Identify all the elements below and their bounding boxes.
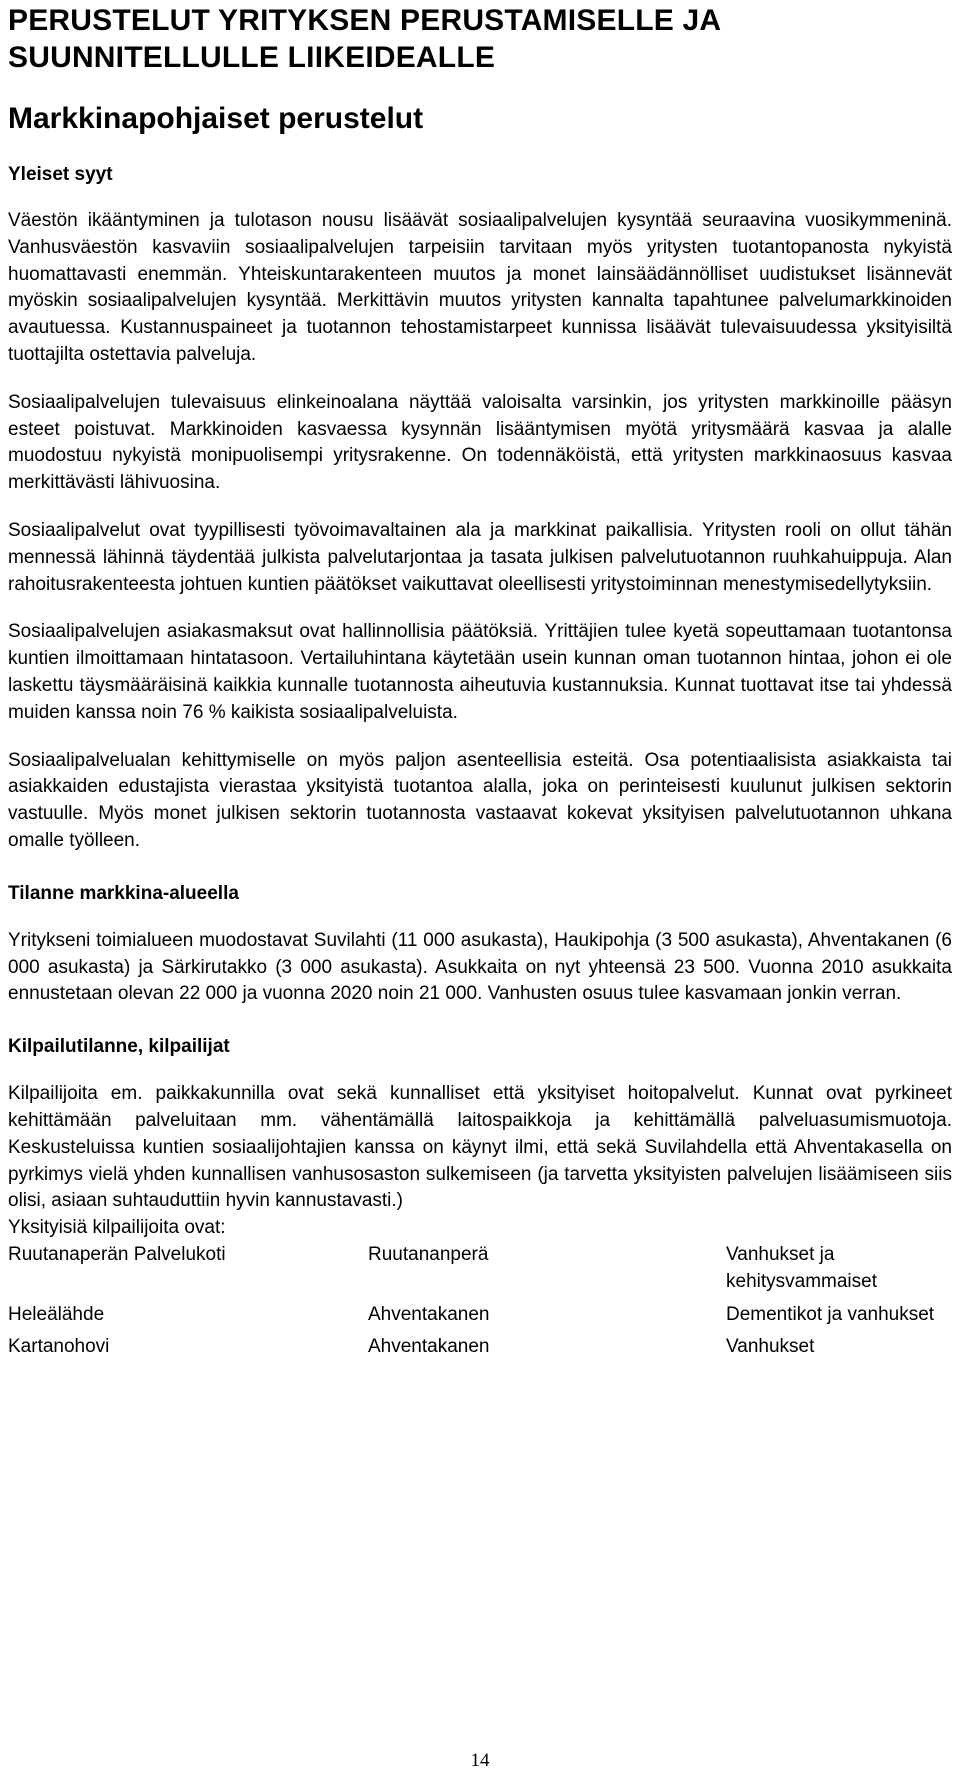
table-row: [8, 1302, 952, 1329]
table-row: [8, 1242, 952, 1296]
paragraph: Sosiaalipalvelujen asiakasmaksut ovat hallinnollisia päätöksiä. Yrittäjien tulee kyetä sopeuttamaan tuotantonsa kuntien ilmoittamaan hintatasoon. Vertailuhintana käytetään usein kunnan oman tuotannon hintaa, johon ei ole laskettu täysmääräisinä kaikkia kunnalle tuotannosta aiheutuvia kustannuksia. Kunnat tuottavat itse tai yhdessä muiden kanssa noin 76 % kaikista sosiaalipalveluista.: [8, 621, 952, 723]
page-number: 14: [470, 1750, 490, 1771]
competitors-intro: Yksityisiä kilpailijoita ovat:: [8, 1217, 226, 1239]
competitor-name: Ruutanaperän Palvelukoti: [8, 1243, 226, 1265]
competitor-location: Ruutananperä: [368, 1243, 489, 1265]
paragraph: Kilpailijoita em. paikkakunnilla ovat sekä kunnalliset että yksityiset hoitopalvelut. Kunnat ovat pyrkineet kehittämään palveluitaan mm. vähentämällä laitospaikkoja ja kehittämällä palveluasumismuotoja. Keskusteluissa kuntien sosiaalijohtajien kanssa on käynyt ilmi, että sekä Suvilahdella että Ahventakasella on pyrkimys vielä yhden kunnallisen vanhusosaston sulkemiseen (ja tarvetta yksityisten palvelujen lisäämiseen siis olisi, asiaan suhtauduttiin hyvin kannustavasti.): [8, 1083, 952, 1212]
document-title: PERUSTELUT YRITYKSEN PERUSTAMISELLE JA SUUNNITELLULLE LIIKEIDEALLE: [8, 4, 721, 74]
document-page: [8, 0, 952, 1361]
paragraph: Sosiaalipalvelujen tulevaisuus elinkeinoalana näyttää valoisalta varsinkin, jos yritysten markkinoille pääsyn esteet poistuvat. Markkinoiden kasvaessa kysynnän lisääntymisen myötä yritysmäärä kasvaa ja alalle muodostuu nykyistä monipuolisempi yritysrakenne. On todennäköistä, että yritysten markkinaosuus kasvaa merkittävästi lähivuosina.: [8, 391, 952, 494]
subsection-heading-general: Yleiset syyt: [8, 164, 113, 185]
competitor-target: Vanhukset: [726, 1336, 815, 1358]
competitors-table: [8, 1242, 952, 1361]
subsection-heading-competition: Kilpailutilanne, kilpailijat: [8, 1036, 230, 1058]
competitor-target: Dementikot ja vanhukset: [726, 1303, 935, 1325]
paragraph: Väestön ikääntyminen ja tulotason nousu lisäävät sosiaalipalvelujen kysyntää seuraavina vuosikymmeninä. Vanhusväestön kasvaviin sosiaalipalvelujen tarpeisiin tarvitaan myös yritysten tuotantopanosta nykyistä huomattavasti enemmän. Yhteiskuntarakenteen muutos ja monet lainsäädännölliset uudistukset lisännevät myöskin sosiaalipalvelujen kysyntää. Merkittävin muutos yritysten kannalta tapahtunee palvelumarkkinoiden avautuessa. Kustannuspaineet ja tuotannon tehostamistarpeet kunnissa lisäävät tulevaisuudessa yksityisiltä tuottajilta ostettavia palveluja.: [8, 210, 952, 365]
paragraph: Sosiaalipalvelut ovat tyypillisesti työvoimavaltainen ala ja markkinat paikallisia. Yritysten rooli on ollut tähän mennessä lähinnä täydentää julkista palvelutarjontaa ja tasata julkisen palvelutuotannon ruuhkahuippuja. Alan rahoitusrakenteesta johtuen kuntien päätökset vaikuttavat oleellisesti yritystoiminnan menestymisedellytyksiin.: [8, 519, 952, 595]
subsection-heading-market-area: Tilanne markkina-alueella: [8, 882, 239, 904]
competitor-location: Ahventakanen: [368, 1336, 490, 1358]
competitor-location: Ahventakanen: [368, 1303, 490, 1325]
table-row: [8, 1334, 952, 1361]
paragraph: Sosiaalipalvelualan kehittymiselle on myös paljon asenteellisia esteitä. Osa potentiaalisista asiakkaista tai asiakkaiden edustajista vierastaa yksityistä tuotantoa alalla, joka on perinteisesti kuulunut julkisen sektorin vastuulle. Myös monet julkisen sektorin tuotannosta vastaavat kokevat yksityisen palvelutuotannon uhkana omalle työlleen.: [8, 749, 952, 851]
competitor-target: Vanhukset ja kehitysvammaiset: [726, 1243, 877, 1292]
competitor-name: Kartanohovi: [8, 1336, 110, 1358]
section-heading: Markkinapohjaiset perustelut: [8, 102, 424, 135]
competitor-name: Heleälähde: [8, 1303, 105, 1325]
paragraph: Yritykseni toimialueen muodostavat Suvilahti (11 000 asukasta), Haukipohja (3 500 asukasta), Ahventakanen (6 000 asukasta) ja Särkirutakko (3 000 asukasta). Asukkaita on nyt yhteensä 23 500. Vuonna 2010 asukkaita ennustetaan olevan 22 000 ja vuonna 2020 noin 21 000. Vanhusten osuus tulee kasvamaan jonkin verran.: [8, 929, 952, 1005]
